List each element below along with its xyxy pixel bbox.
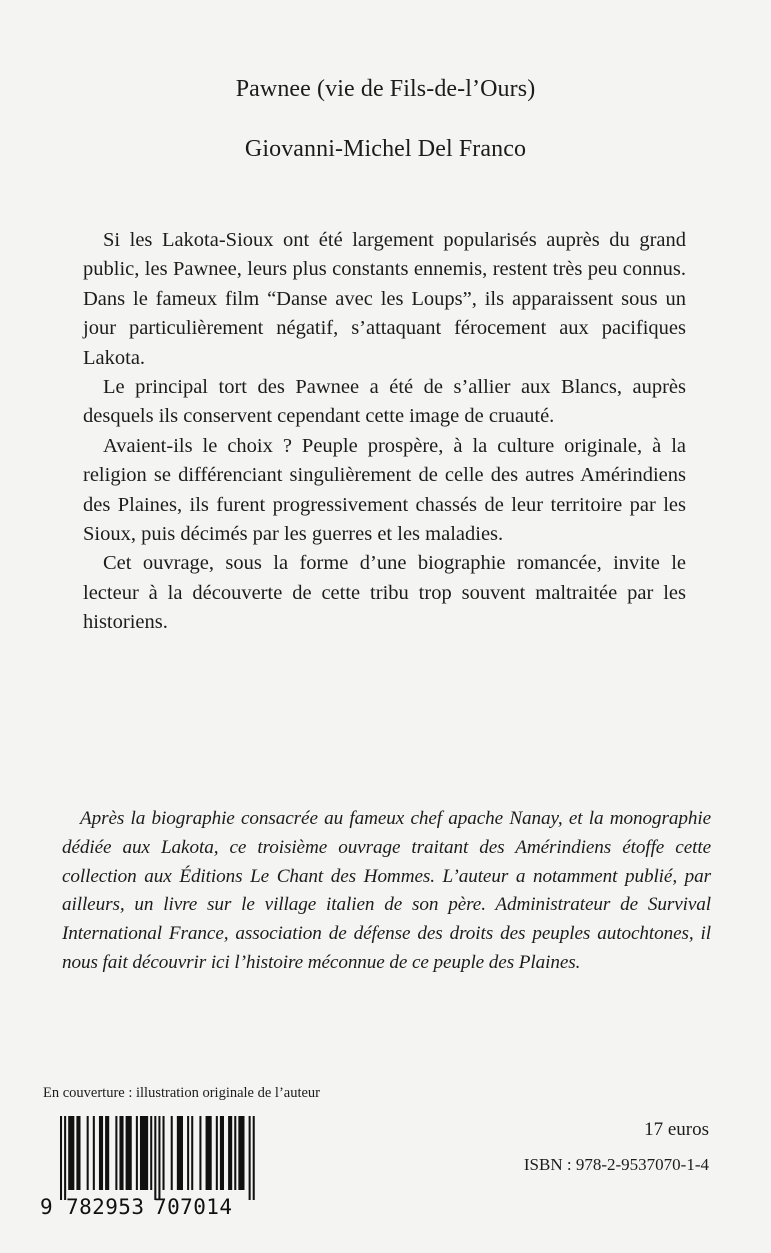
- barcode-bar: [238, 1116, 244, 1190]
- book-summary: [83, 226, 686, 638]
- barcode-bar: [187, 1116, 189, 1190]
- barcode-guard-bar: [64, 1116, 66, 1200]
- cover-credit: En couverture : illustration originale de l’auteur: [43, 1085, 321, 1101]
- barcode-guard-bar: [249, 1116, 251, 1200]
- barcode-bar: [115, 1116, 117, 1190]
- author-bio: Après la biographie consacrée au fameux chef apache Nanay, et la monographie dédiée aux Lakota, ce troisième ouvrage traitant des Amérindiens étoffe cette collection aux Éditions Le Chant des Hommes. L’auteur a notamment publié, par ailleurs, un livre sur le village italien de son père. Administrateur de Survival International France, association de défense des droits des peuples autochtones, il nous fait découvrir ici l’histoire méconnue de ce peuple des Plaines.: [62, 808, 711, 973]
- barcode-bar: [220, 1116, 224, 1190]
- summary-paragraph: Cet ouvrage, sous la forme d’une biographie romancée, invite le lecteur à la découverte de cette tribu trop souvent maltraitée par les historiens.: [83, 552, 686, 634]
- barcode-guard-bar: [154, 1116, 156, 1200]
- barcode-right-digits: 707014: [154, 1195, 232, 1219]
- barcode-lead-digit: 9: [40, 1195, 53, 1219]
- barcode-bar: [163, 1116, 165, 1190]
- isbn-barcode: [40, 1110, 255, 1220]
- barcode-bar: [105, 1116, 109, 1190]
- isbn-number: ISBN : 978-2-9537070-1-4: [523, 1155, 709, 1174]
- barcode-guard-bar: [253, 1116, 255, 1200]
- summary-paragraph: Le principal tort des Pawnee a été de s’allier aux Blancs, auprès desquels ils conservent cependant cette image de cruauté.: [83, 376, 686, 428]
- barcode-bar: [234, 1116, 236, 1190]
- barcode-bar: [199, 1116, 201, 1190]
- summary-paragraph: Avaient-ils le choix ? Peuple prospère, à la culture originale, à la religion se différenciant singulièrement de celle des autres Amérindiens des Plaines, ils furent progressivement chassés de leur territoire par les Sioux, puis décimés par les guerres et les maladies.: [83, 434, 686, 546]
- barcode-bar: [191, 1116, 193, 1190]
- barcode-bar: [140, 1116, 148, 1190]
- barcode-bar: [136, 1116, 138, 1190]
- barcode-bar: [177, 1116, 183, 1190]
- barcode-bar: [206, 1116, 212, 1190]
- barcode-bar: [68, 1116, 74, 1190]
- barcode-bar: [216, 1116, 218, 1190]
- barcode-bar: [150, 1116, 152, 1190]
- barcode-bar: [126, 1116, 132, 1190]
- barcode-bar: [99, 1116, 103, 1190]
- barcode-bar: [171, 1116, 173, 1190]
- barcode-bar: [228, 1116, 232, 1190]
- barcode-guard-bar: [60, 1116, 62, 1200]
- barcode-bars: [60, 1116, 255, 1200]
- book-title: Pawnee (vie de Fils-de-l’Ours): [235, 76, 536, 102]
- barcode-guard-bar: [158, 1116, 160, 1200]
- barcode-bar: [76, 1116, 80, 1190]
- barcode-left-digits: 782953: [66, 1195, 144, 1219]
- price: 17 euros: [644, 1119, 709, 1140]
- barcode-bar: [87, 1116, 89, 1190]
- book-author: Giovanni-Michel Del Franco: [244, 136, 527, 162]
- barcode-bar: [119, 1116, 123, 1190]
- barcode-bar: [93, 1116, 95, 1190]
- summary-paragraph: Si les Lakota-Sioux ont été largement popularisés auprès du grand public, les Pawnee, leurs plus constants ennemis, restent très peu connus. Dans le fameux film “Danse avec les Loups”, ils apparaissent sous un jour particulièrement négatif, s’attaquant férocement aux pacifiques Lakota.: [83, 229, 686, 369]
- barcode-graphic: [40, 1110, 255, 1220]
